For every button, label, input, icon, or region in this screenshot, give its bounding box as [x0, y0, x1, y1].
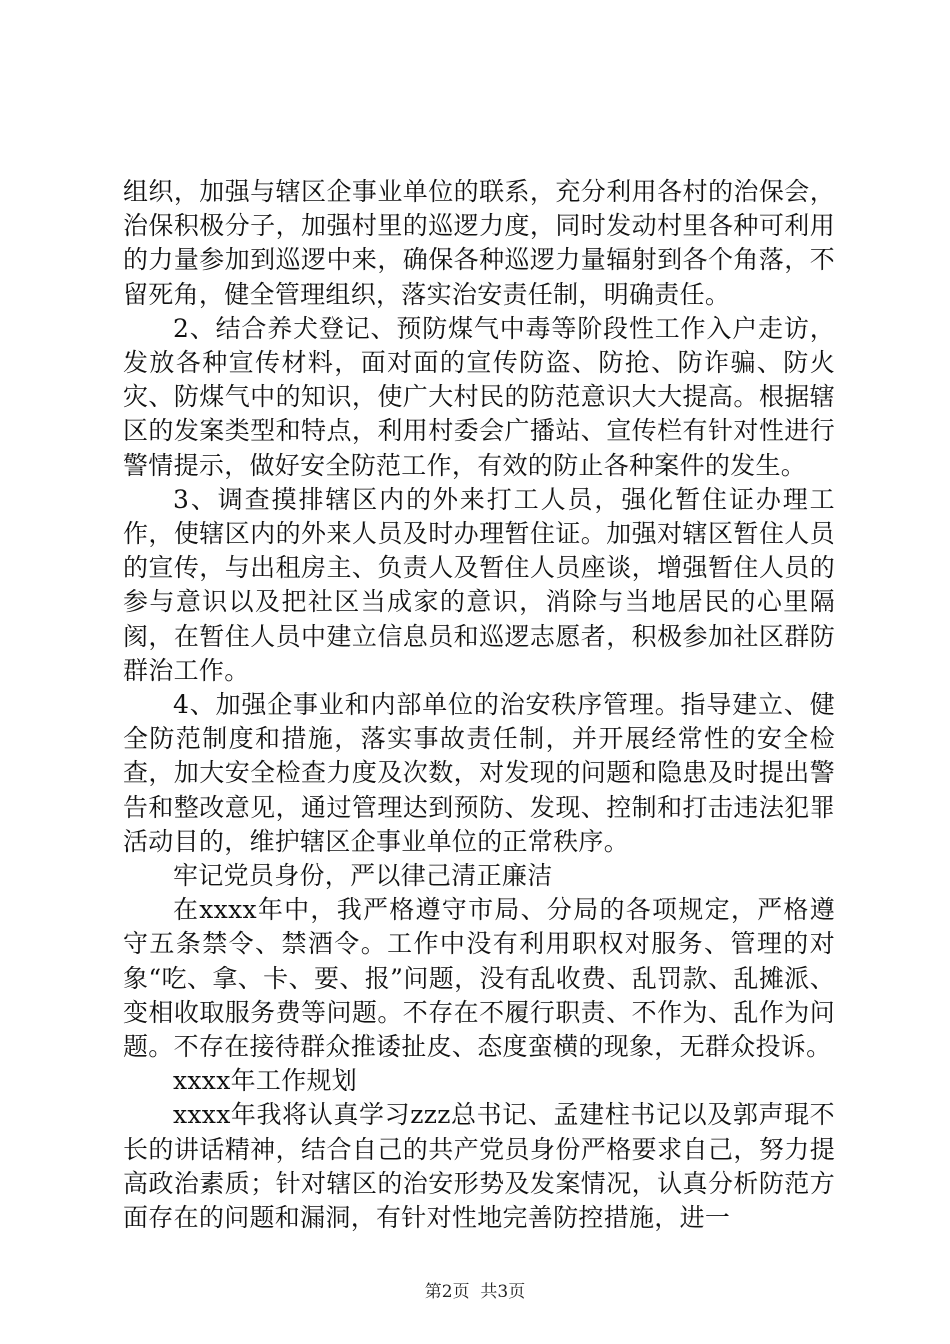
- section-heading-work-plan: xxxx年工作规划: [173, 1066, 358, 1096]
- page-footer: [0, 1277, 950, 1302]
- section-heading-party-member: 牢记党员身份，严以律己清正廉洁: [173, 861, 553, 891]
- page-number-label: 第2页 共3页: [424, 1282, 526, 1302]
- paragraph-3: 3、调查摸排辖区内的外来打工人员，强化暂住证办理工作，使辖区内的外来人员及时办理暂住证。加强对辖区暂住人员的宣传，与出租房主、负责人及暂住人员座谈，增强暂住人员的参与意识以及把社区当成家的意识，消除与当地居民的心里隔阂，在暂住人员中建立信息员和巡逻志愿者，积极参加社区群防群治工作。: [123, 484, 835, 685]
- paragraph-discipline: 在xxxx年中，我严格遵守市局、分局的各项规定，严格遵守五条禁令、禁酒令。工作中没有利用职权对服务、管理的对象“吃、拿、卡、要、报”问题，没有乱收费、乱罚款、乱摊派、变相收取服务费等问题。不存在不履行职责、不作为、乱作为问题。不存在接待群众推诿扯皮、态度蛮横的现象，无群众投诉。: [123, 895, 835, 1062]
- paragraph-2: 2、结合养犬登记、预防煤气中毒等阶段性工作入户走访，发放各种宣传材料，面对面的宣传防盗、防抢、防诈骗、防火灾、防煤气中的知识，使广大村民的防范意识大大提高。根据辖区的发案类型和特点，利用村委会广播站、宣传栏有针对性进行警情提示，做好安全防范工作，有效的防止各种案件的发生。: [123, 313, 835, 480]
- body-text: [123, 175, 835, 1235]
- paragraph-1: 组织，加强与辖区企事业单位的联系，充分利用各村的治保会，治保积极分子，加强村里的巡逻力度，同时发动村里各种可利用的力量参加到巡逻中来，确保各种巡逻力量辐射到各个角落，不留死角，健全管理组织，落实治安责任制，明确责任。: [123, 177, 835, 309]
- paragraph-4: 4、加强企事业和内部单位的治安秩序管理。指导建立、健全防范制度和措施，落实事故责任制，并开展经常性的安全检查，加大安全检查力度及次数，对发现的问题和隐患及时提出警告和整改意见，通过管理达到预防、发现、控制和打击违法犯罪活动目的，维护辖区企事业单位的正常秩序。: [123, 690, 835, 856]
- paragraph-work-plan: xxxx年我将认真学习zzz总书记、孟建柱书记以及郭声琨不长的讲话精神，结合自己的共产党员身份严格要求自己，努力提高政治素质；针对辖区的治安形势及发案情况，认真分析防范方面存在的问题和漏洞，有针对性地完善防控措施，进一: [123, 1100, 835, 1233]
